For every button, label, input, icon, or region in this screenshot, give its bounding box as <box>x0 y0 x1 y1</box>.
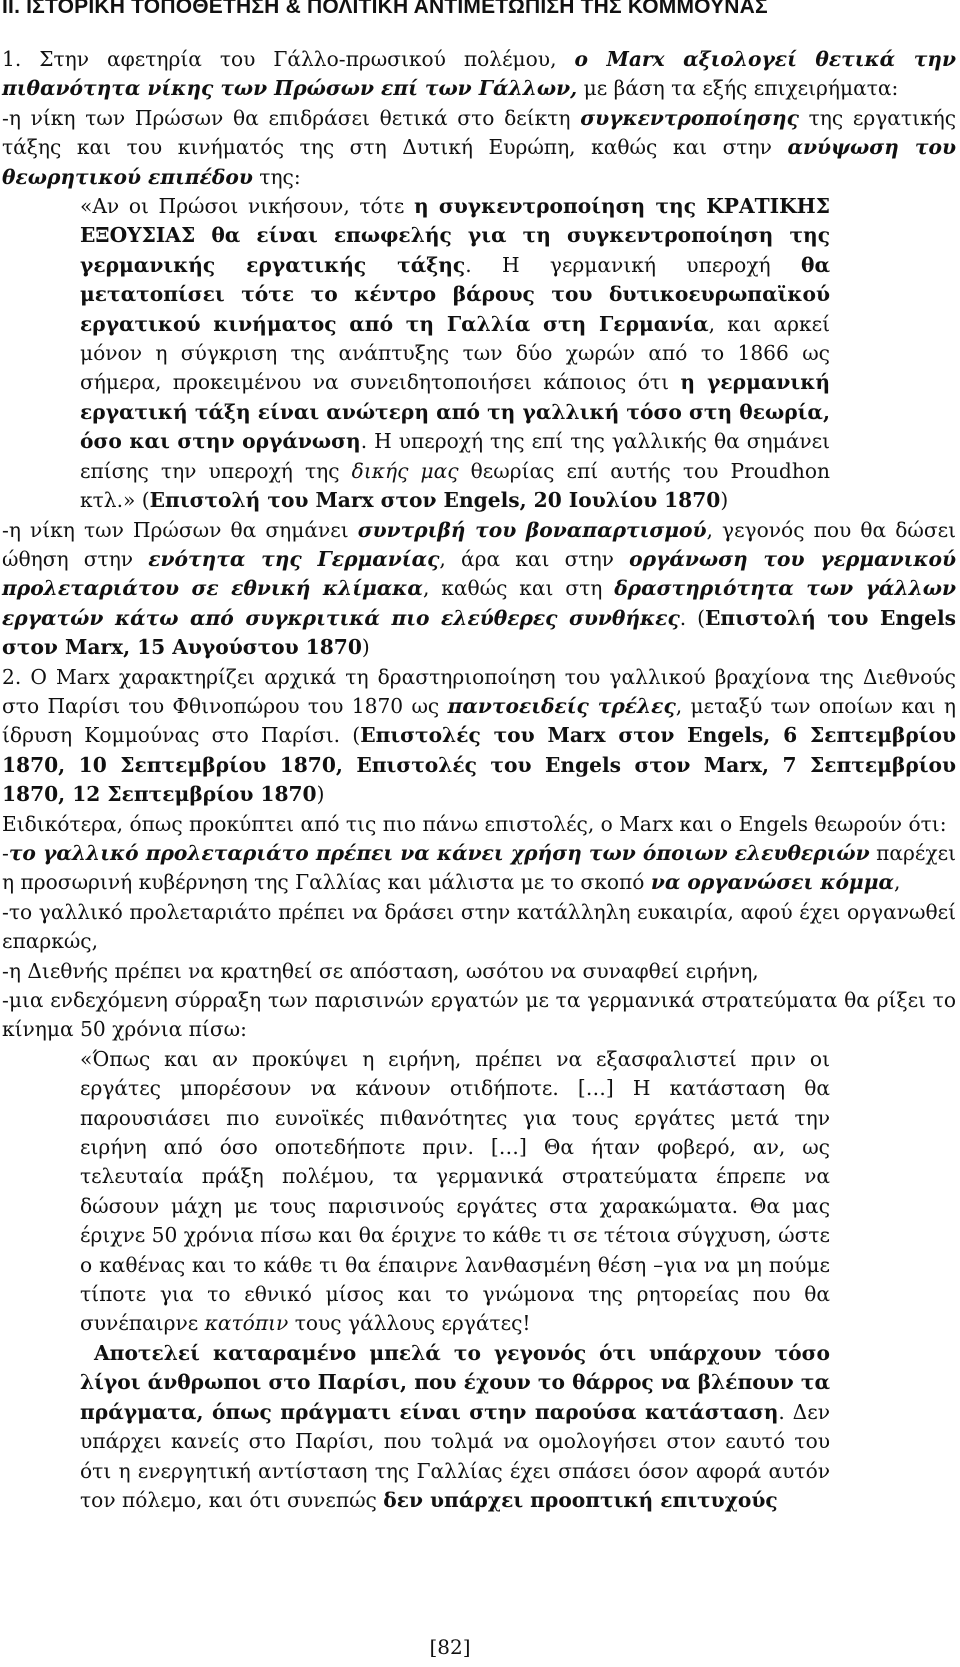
text-run: η γερμανική εργατική τάξη είναι ανώτερη από τη γαλλική τόσο στη θεωρία, όσο και στην οργάνωση <box>80 370 830 454</box>
page-number: [82] <box>429 1635 471 1659</box>
text-run: -η νίκη των Πρώσων θα σημάνει <box>2 517 358 542</box>
text-run: να οργανώσει κόμμα <box>650 870 894 895</box>
text-run: η συγκεντροποίηση της ΚΡΑΤΙΚΗΣ ΕΞΟΥΣΙΑΣ θα είναι επωφελής για τη συγκεντροποίηση της γερμανικής εργατικής τάξης <box>80 194 830 277</box>
text-run: παρέχει η προσωρινή κυβέρνηση της Γαλλίας και μάλιστα με το σκοπό <box>2 840 956 895</box>
text-run: Επιστολές του Marx στον Engels, 6 Σεπτεμβρίου 1870, 10 Σεπτεμβρίου 1870, Επιστολές του Engels στον Marx, 7 Σεπτεμβρίου 1870, 12 Σεπτεμβρίου 1870 <box>2 723 956 807</box>
text-run: δικής μας <box>351 458 459 483</box>
text-run: ανύψωση του θεωρητικού επιπέδου <box>2 135 956 189</box>
paragraph <box>2 986 956 1045</box>
text-run: ) <box>720 488 729 513</box>
text-run: , και αρκεί μόνον η σύγκριση της ανάπτυξης των δύο χωρών από το 1866 ως σήμερα, προκειμένου να συνειδητοποιήσει κάποιος ότι <box>80 311 830 395</box>
text-run: -μια ενδεχόμενη σύρραξη των παρισινών εργατών με τα γερμανικά στρατεύματα θα ρίξει το κίνημα 50 χρόνια πίσω: <box>2 988 956 1042</box>
paragraph <box>2 957 956 986</box>
text-run: . Η γερμανική υπεροχή <box>465 252 801 277</box>
quotation <box>80 1339 830 1515</box>
text-run: δεν υπάρχει προοπτική επιτυχούς <box>383 1487 778 1512</box>
paragraph <box>2 104 956 192</box>
text-run: ο Marx αξιολογεί θετικά την πιθανότητα νίκης των Πρώσων επί των Γάλλων, <box>2 47 956 101</box>
text-run: , μεταξύ των οποίων και η ίδρυση Κομμούνας στο Παρίσι. ( <box>2 693 956 748</box>
paragraph <box>2 839 956 898</box>
text-run: ενότητα της Γερμανίας <box>148 546 440 571</box>
text-run: -η νίκη των Πρώσων θα επιδράσει θετικά στο δείκτη <box>2 105 581 130</box>
text-run: - <box>2 840 9 865</box>
text-run: συντριβή του βοναπαρτισμού <box>357 517 707 542</box>
text-run: θα μετατοπίσει τότε το κέντρο βάρους του δυτικοευρωπαϊκού εργατικού κινήματος από τη Γαλλία στη Γερμανία <box>80 252 830 336</box>
text-run: , γεγονός που θα δώσει ώθηση στην <box>2 517 956 571</box>
paragraph <box>2 45 956 104</box>
text-run: της εργατικής τάξης και του κινήματός της στη Δυτική Ευρώπη, καθώς και στην <box>2 105 956 160</box>
text-run: Αποτελεί καταραμένο μπελά το γεγονός ότι υπάρχουν τόσο λίγοι άνθρωποι στο Παρίσι, που έχουν το θάρρος να βλέπουν τα πράγματα, όπως πράγματι είναι στην παρούσα κατάσταση <box>80 1340 830 1424</box>
text-run: τους γάλλους εργάτες! <box>288 1311 531 1336</box>
text-run: Ειδικότερα, όπως προκύπτει από τις πιο πάνω επιστολές, ο Marx και ο Engels θεωρούν ότι: <box>2 811 947 836</box>
text-run: . ( <box>679 605 706 630</box>
text-run: «Όπως και αν προκύψει η ειρήνη, πρέπει να εξασφαλιστεί πριν οι εργάτες μπορέσουν να κάνουν οτιδήποτε. […] Η κατάσταση θα παρουσιάσει πιο ευνοϊκές πιθανότητες για τους εργάτες μετά την ειρήνη από όσο οποτεδήποτε πριν. […] Θα ήταν φοβερό, αν, ως τελευταία πράξη πολέμου, τα γερμανικά στρατεύματα έπρεπε να δώσουν μάχη με τους παρισινούς εργάτες στα χαρακώματα. Θα μας έριχνε 50 χρόνια πίσω και θα έριχνε το κάθε τι σε τέτοια σύγχυση, ώστε ο καθένας και το κάθε τι θα έπαιρνε λανθασμένη θέση –για να μη πούμε τίποτε για το εθνικό μίσος και το γνώμονα της ρητορείας που θα συνέπαιρνε <box>80 1046 830 1336</box>
text-run: . Δεν υπάρχει κανείς στο Παρίσι, που τολμά να ομολογήσει στον εαυτό του ότι η ενεργητική αντίσταση της Γαλλίας έχει σπάσει όσον αφορά αυτόν τον πόλεμο, και ότι συνεπώς <box>80 1399 830 1512</box>
section-heading: ΙΙ. ΙΣΤΟΡΙΚΗ ΤΟΠΟΘΕΤΗΣΗ & ΠΟΛΙΤΙΚΗ ΑΝΤΙΜΕΤΩΠΙΣΗ ΤΗΣ ΚΟΜΜΟΥΝΑΣ <box>2 0 768 18</box>
text-run: της: <box>252 164 301 189</box>
text-run: -η Διεθνής πρέπει να κρατηθεί σε απόσταση, ωσότου να συναφθεί ειρήνη, <box>2 958 759 983</box>
text-run: δραστηριότητα των γάλλων εργατών κάτω από συγκριτικά πιο ελεύθερες συνθήκες <box>2 576 956 630</box>
text-run: 1. Στην αφετηρία του Γάλλο-πρωσικού πολέμου, <box>2 47 575 71</box>
body-text <box>2 45 956 1515</box>
text-run: , άρα και στην <box>439 546 630 571</box>
text-run: ) <box>316 782 325 807</box>
paragraph <box>2 516 956 663</box>
text-run: οργάνωση του γερμανικού προλεταριάτου σε εθνική κλίμακα <box>2 546 956 601</box>
text-run: με βάση τα εξής επιχειρήματα: <box>577 76 899 101</box>
text-run: το γαλλικό προλεταριάτο πρέπει να κάνει χρήση των όποιων ελευθεριών <box>8 840 870 865</box>
text-run: παντοειδείς τρέλες <box>447 693 676 718</box>
quotation <box>80 1045 830 1339</box>
text-run: , καθώς και στη <box>422 576 615 601</box>
text-run: θεωρίας επί αυτής του Proudhon κτλ.» ( <box>80 458 831 513</box>
text-run: 2. Ο Marx χαρακτηρίζει αρχικά τη δραστηριοποίηση του γαλλικού βραχίονα της Διεθνούς στο Παρίσι του Φθινοπώρου του 1870 ως <box>2 664 956 718</box>
text-run: , <box>894 870 901 895</box>
text-run: «Αν οι Πρώσοι νικήσουν, τότε <box>80 194 414 219</box>
text-run: ) <box>361 635 370 660</box>
paragraph <box>2 663 956 810</box>
text-run: Επιστολή του Engels στον Marx, 15 Αυγούστου 1870 <box>2 605 956 660</box>
quotation <box>80 192 830 515</box>
text-run: Επιστολή του Marx στον Engels, 20 Ιουλίου 1870 <box>149 488 721 513</box>
paragraph <box>2 898 956 957</box>
paragraph <box>2 810 956 839</box>
text-run: κατόπιν <box>204 1311 289 1336</box>
text-run: -το γαλλικό προλεταριάτο πρέπει να δράσει στην κατάλληλη ευκαιρία, αφού έχει οργανωθεί επαρκώς, <box>2 899 956 954</box>
text-run: συγκεντροποίησης <box>580 105 799 130</box>
text-run: . Η υπεροχή της επί της γαλλικής θα σημάνει επίσης την υπεροχή της <box>80 429 830 483</box>
